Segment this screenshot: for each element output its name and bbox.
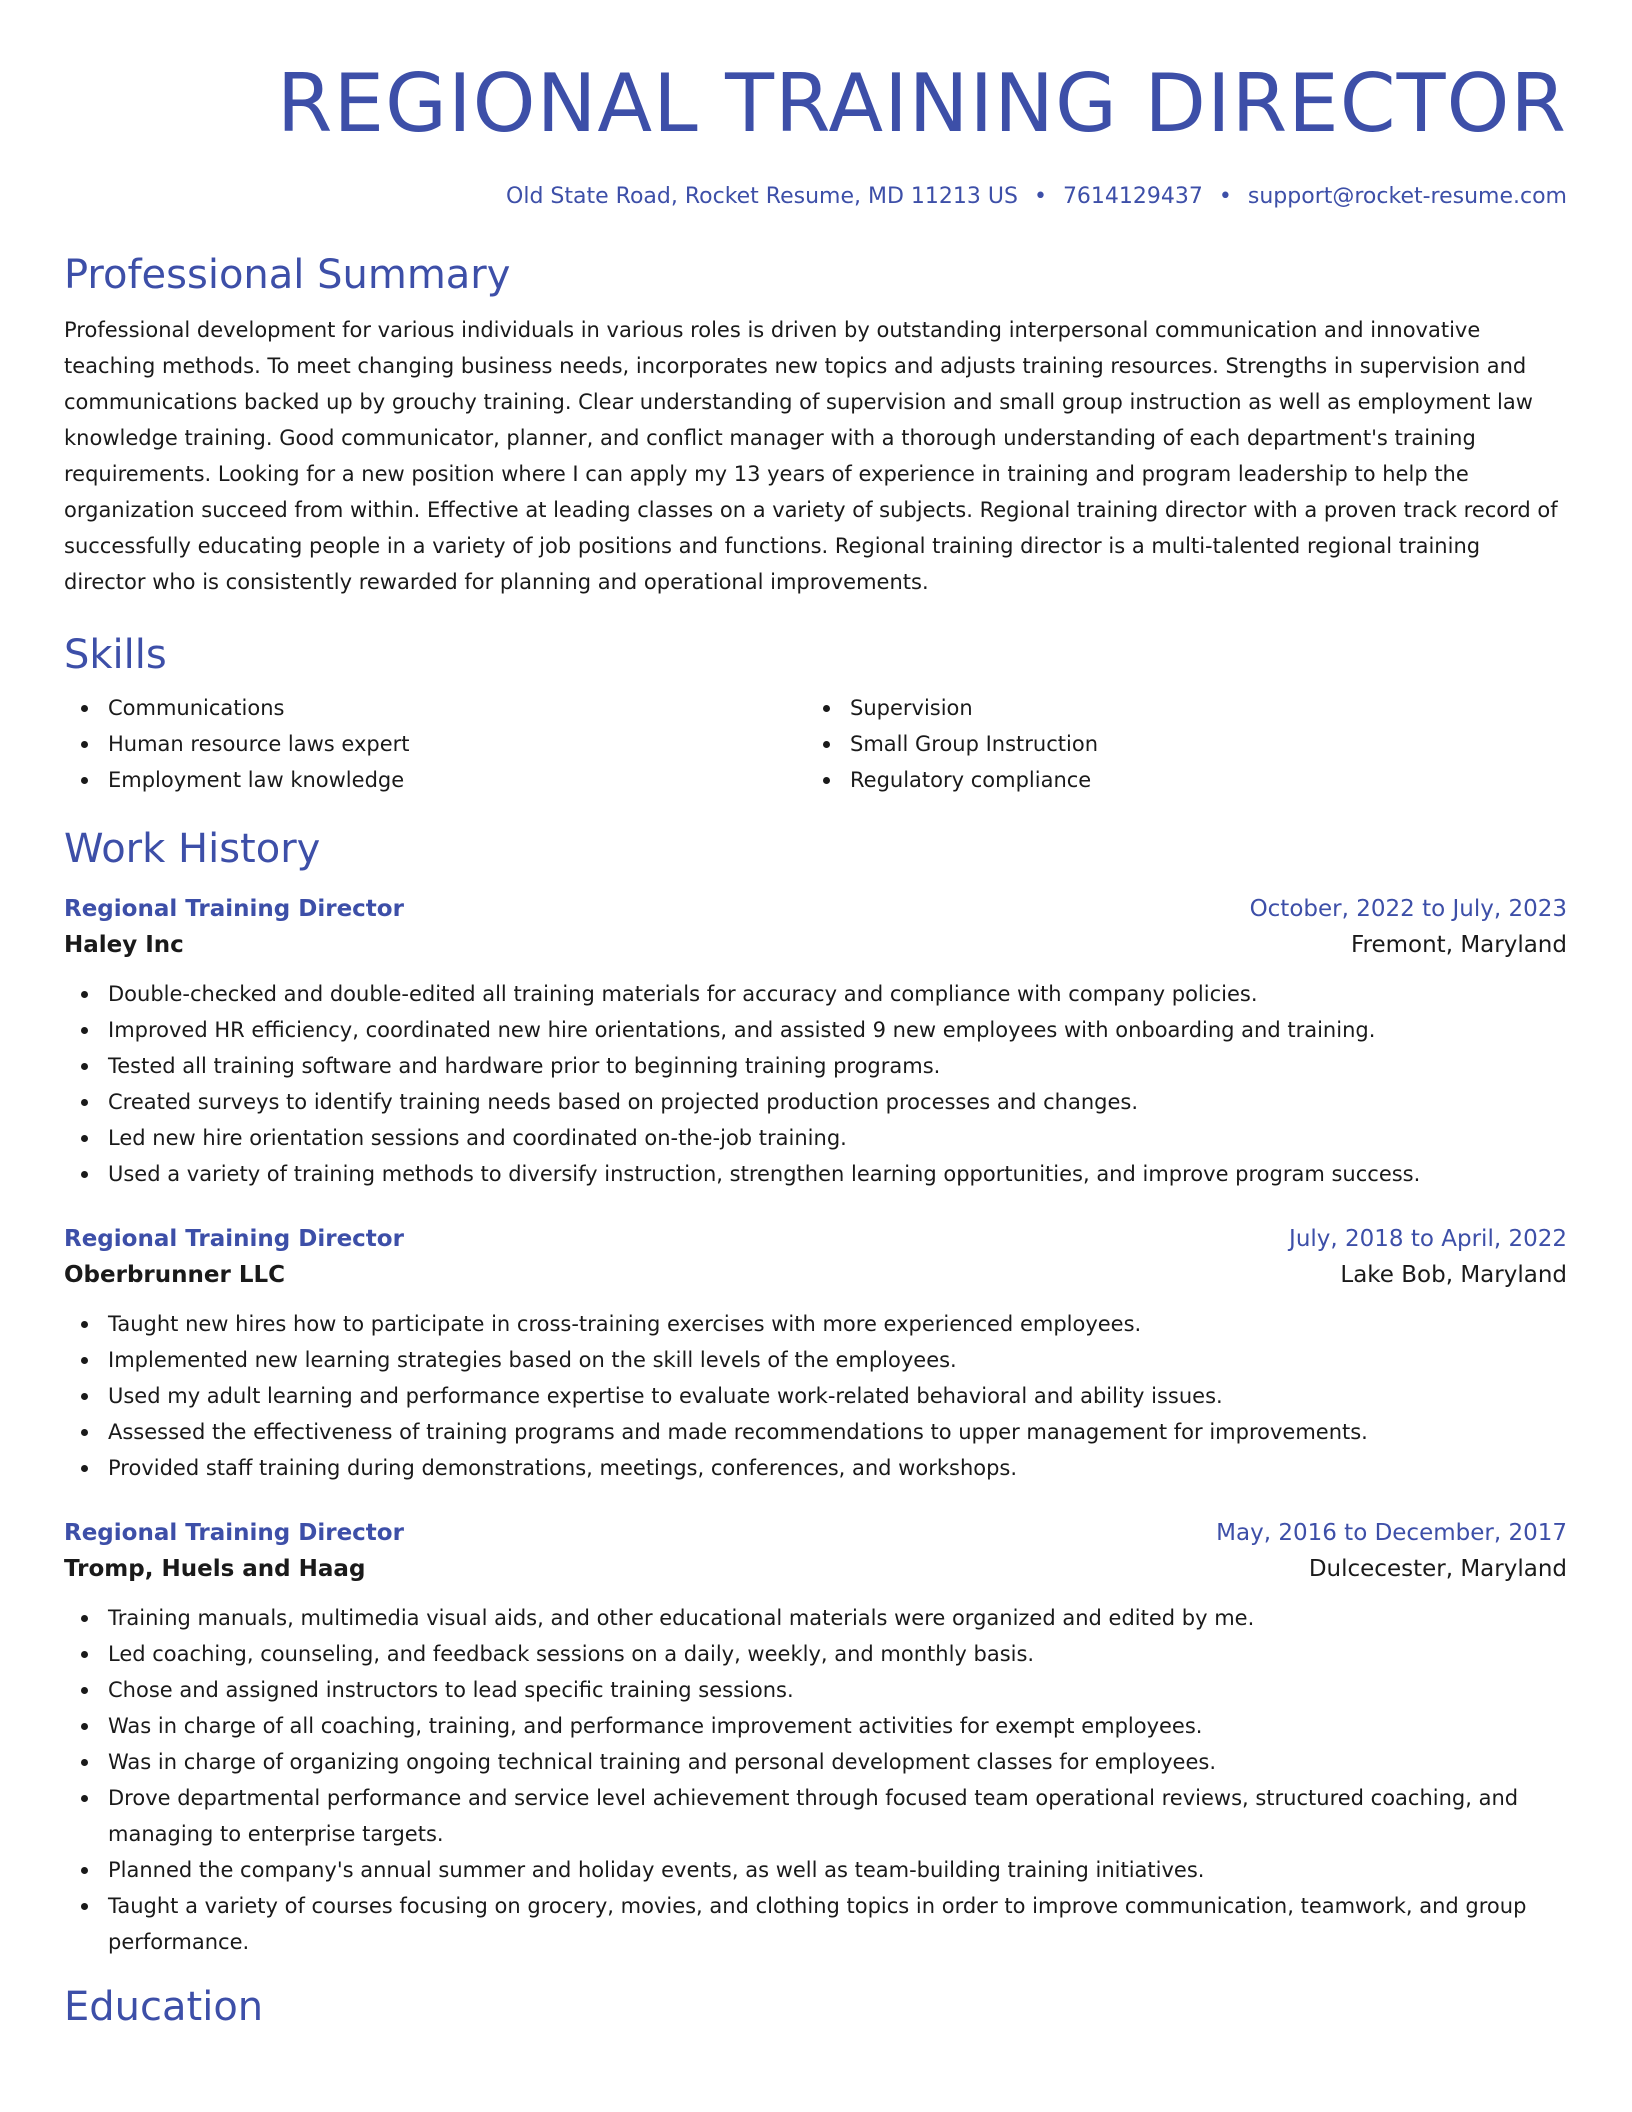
job-header [64, 1516, 1567, 1550]
skill-item: Human resource laws expert [64, 726, 806, 762]
list-item: Led new hire orientation sessions and coordinated on-the-job training. [64, 1120, 1567, 1156]
skill-item: Small Group Instruction [806, 726, 1548, 762]
job-employer [64, 926, 1567, 964]
job-header [64, 892, 1567, 926]
skills-list [64, 690, 1567, 798]
job-employer [64, 1550, 1567, 1588]
contact-separator: • [1033, 184, 1047, 209]
job-entry [64, 1222, 1567, 1486]
list-item: Tested all training software and hardware prior to beginning training programs. [64, 1048, 1567, 1084]
contact-line [64, 182, 1567, 212]
company-name: Tromp, Huels and Haag [64, 1556, 366, 1582]
job-bullets [64, 976, 1567, 1192]
list-item: Used a variety of training methods to diversify instruction, strengthen learning opportunities, and improve program success. [64, 1156, 1567, 1192]
summary-text: Professional development for various individuals in various roles is driven by outstanding interpersonal communication and innovative teaching methods. To meet changing business needs, incorporates new topics and adjusts training resources. Strengths in supervision and communications backed up by grouchy training. Clear understanding of supervision and small group instruction as well as employment law knowledge training. Good communicator, planner, and conflict manager with a thorough understanding of each department's training requirements. Looking for a new position where I can apply my 13 years of experience in training and program leadership to help the organization succeed from within. Effective at leading classes on a variety of subjects. Regional training director with a proven track record of successfully educating people in a variety of job positions and functions. Regional training director is a multi-talented regional training director who is consistently rewarded for planning and operational improvements. [64, 318, 1558, 594]
list-item: Training manuals, multimedia visual aids, and other educational materials were organized and edited by me. [64, 1600, 1567, 1636]
skill-item: Communications [64, 690, 806, 726]
contact-address: Old State Road, Rocket Resume, MD 11213 US [506, 184, 1018, 209]
page-title: REGIONAL TRAINING DIRECTOR [276, 57, 1567, 150]
list-item: Used my adult learning and performance expertise to evaluate work-related behavioral and ability issues. [64, 1378, 1567, 1414]
list-item: Was in charge of all coaching, training, and performance improvement activities for exempt employees. [64, 1708, 1567, 1744]
job-dates: October, 2022 to July, 2023 [1249, 896, 1567, 922]
list-item: Planned the company's annual summer and holiday events, as well as team-building training initiatives. [64, 1852, 1567, 1888]
job-bullets [64, 1306, 1567, 1486]
list-item: Implemented new learning strategies based on the skill levels of the employees. [64, 1342, 1567, 1378]
contact-separator: • [1218, 184, 1232, 209]
contact-phone: 7614129437 [1062, 184, 1203, 209]
list-item: Drove departmental performance and service level achievement through focused team operational reviews, structured coaching, and managing to enterprise targets. [64, 1780, 1567, 1852]
job-title: Regional Training Director [64, 896, 404, 922]
skill-item: Regulatory compliance [806, 762, 1548, 798]
job-title: Regional Training Director [64, 1520, 404, 1546]
skill-item: Employment law knowledge [64, 762, 806, 798]
list-item: Assessed the effectiveness of training programs and made recommendations to upper management for improvements. [64, 1414, 1567, 1450]
education-heading: Education [64, 1984, 264, 2030]
contact-email[interactable]: support@rocket-resume.com [1247, 184, 1567, 209]
work-history-heading: Work History [64, 826, 321, 872]
company-name: Oberbrunner LLC [64, 1262, 286, 1288]
list-item: Led coaching, counseling, and feedback sessions on a daily, weekly, and monthly basis. [64, 1636, 1567, 1672]
skill-item: Supervision [806, 690, 1548, 726]
job-header [64, 1222, 1567, 1256]
job-dates: May, 2016 to December, 2017 [1216, 1520, 1567, 1546]
job-entry [64, 892, 1567, 1192]
list-item: Created surveys to identify training needs based on projected production processes and changes. [64, 1084, 1567, 1120]
summary-heading: Professional Summary [64, 252, 511, 298]
resume-page [64, 0, 1567, 2032]
job-location: Lake Bob, Maryland [1340, 1262, 1567, 1288]
list-item: Chose and assigned instructors to lead specific training sessions. [64, 1672, 1567, 1708]
job-employer [64, 1256, 1567, 1294]
list-item: Taught a variety of courses focusing on grocery, movies, and clothing topics in order to improve communication, teamwork, and group performance. [64, 1888, 1567, 1960]
job-bullets [64, 1600, 1567, 1960]
skills-heading: Skills [64, 632, 167, 678]
list-item: Was in charge of organizing ongoing technical training and personal development classes for employees. [64, 1744, 1567, 1780]
job-location: Fremont, Maryland [1350, 932, 1567, 958]
company-name: Haley Inc [64, 932, 184, 958]
list-item: Provided staff training during demonstrations, meetings, conferences, and workshops. [64, 1450, 1567, 1486]
list-item: Double-checked and double-edited all training materials for accuracy and compliance with company policies. [64, 976, 1567, 1012]
list-item: Improved HR efficiency, coordinated new hire orientations, and assisted 9 new employees with onboarding and training. [64, 1012, 1567, 1048]
job-title: Regional Training Director [64, 1226, 404, 1252]
job-location: Dulcecester, Maryland [1308, 1556, 1567, 1582]
skills-column-left [64, 690, 806, 798]
list-item: Taught new hires how to participate in cross-training exercises with more experienced employees. [64, 1306, 1567, 1342]
skills-column-right [806, 690, 1548, 798]
job-entry [64, 1516, 1567, 1960]
job-dates: July, 2018 to April, 2022 [1289, 1226, 1567, 1252]
